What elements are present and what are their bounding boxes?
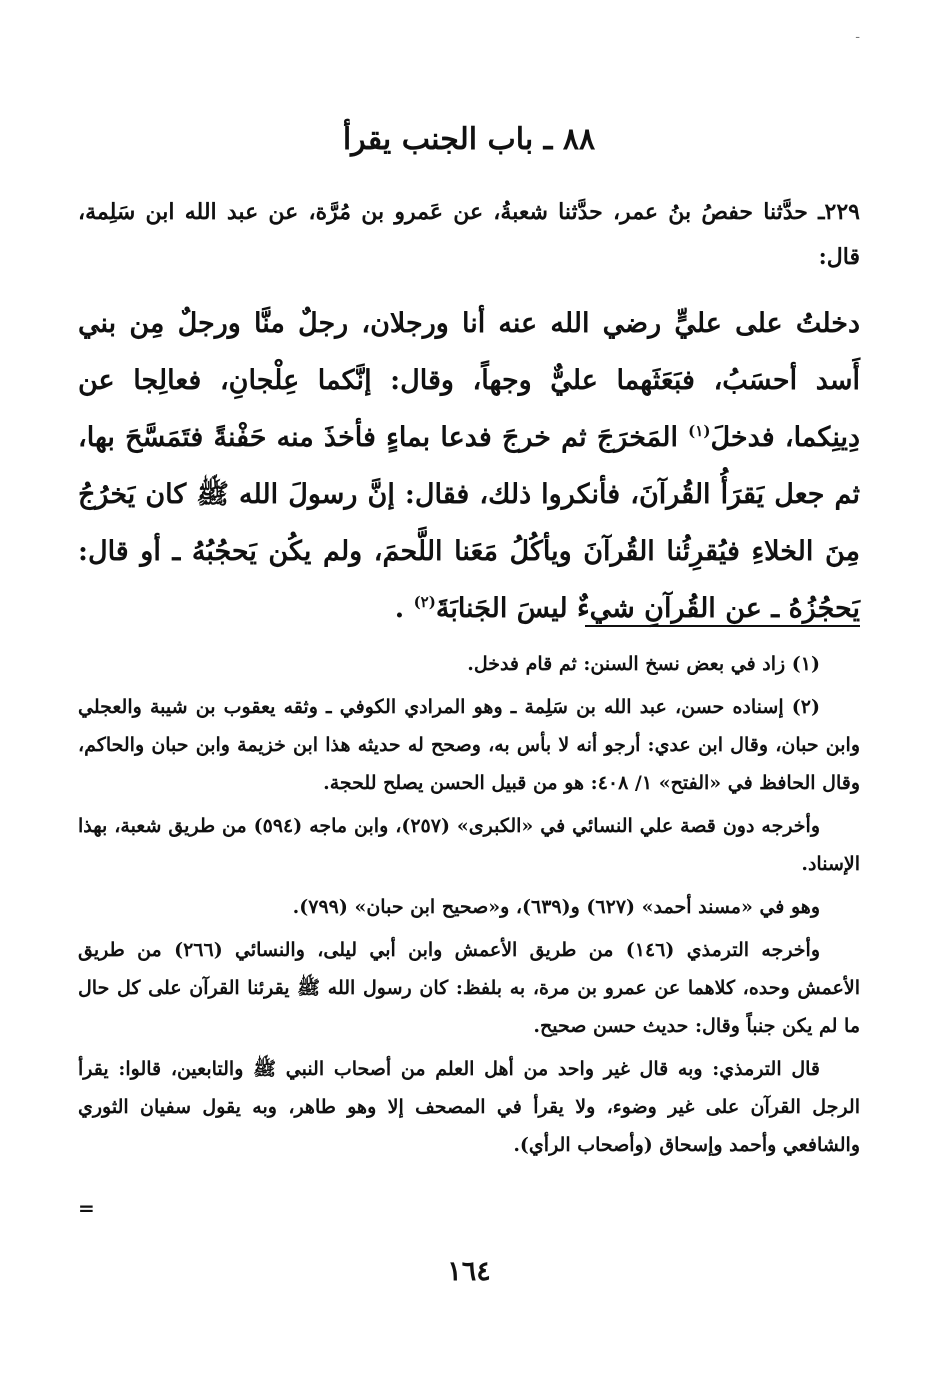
continuation-mark: = (78, 1196, 95, 1220)
hadith-text (78, 295, 860, 637)
footnote-paragraph-3: وأخرجه دون قصة علي النسائي في «الكبرى» (٢٥٧)، وابن ماجه (٥٩٤) من طريق شعبة، بهذا الإسناد. (78, 815, 860, 875)
footnote-paragraph-6: قال الترمذي: وبه قال غير واحد من أهل العلم من أصحاب النبي ﷺ والتابعين، قالوا: يقرأ الرجل القرآن على غير وضوء، ولا يقرأ في المصحف إلا وهو طاهر، وبه يقول سفيان الثوري والشافعي وأحمد وإسحاق (وأصحاب الرأي). (78, 1058, 860, 1156)
chapter-title: ٨٨ ـ باب الجنب يقرأ (342, 122, 596, 157)
footnote-paragraph-5: وأخرجه الترمذي (١٤٦) من طريق الأعمش وابن أبي ليلى، والنسائي (٢٦٦) من طريق الأعمش وحده، كلاهما عن عمرو بن مرة، به بلفظ: كان رسول الله ﷺ يقرئنا القرآن على كل حال ما لم يكن جنباً وقال: حديث حسن صحيح. (78, 939, 860, 1037)
hadith-chain-intro: ٢٢٩ـ حدَّثنا حفصُ بنُ عمر، حدَّثنا شعبةُ، عن عَمرو بن مُرَّة، عن عبد الله ابن سَلِمة، قال: (78, 199, 860, 270)
hadith-ending: . (394, 593, 414, 624)
footnotes-section (78, 645, 860, 1169)
footnote-ref-2: (٢) (413, 593, 436, 611)
hadith-part-1: دخلتُ على عليٍّ رضي الله عنه أنا ورجلان، رجلٌ منَّا ورجلٌ مِن بني أَسد أحسَبُ، فبَعَثَهما عليٌّ وجهاً، وقال: إنَّكما عِلْجانِ، فعالِجا عن دِينِكما، فدخلَ (78, 308, 860, 453)
footnote-ref-1: (١) (688, 422, 711, 440)
footnote-2: (٢) إسناده حسن، عبد الله بن سَلِمة ـ وهو المرادي الكوفي ـ وثقه يعقوب بن شيبة والعجلي وابن حبان، وقال ابن عدي: أرجو أنه لا بأس به، وصحح له حديثه هذا ابن خزيمة وابن حبان والحاكم، وقال الحافظ في «الفتح» ١/ ٤٠٨: هو من قبيل الحسن يصلح للحجة. (78, 696, 860, 794)
page-number: ١٦٤ (447, 1256, 491, 1287)
footnote-divider (585, 625, 860, 627)
corner-mark: - (855, 29, 860, 45)
hadith-part-2: المَخرَجَ ثم خرجَ فدعا بماءٍ فأخذَ منه حَفْنةً فتَمَسَّحَ بها، ثم جعل يَقرَأُ القُرآنَ، فأنكروا ذلك، فقال: إنَّ رسولَ الله ﷺ كان يَخرُجُ مِنَ الخلاءِ فيُقرِئُنا القُرآنَ ويأكُلُ مَعَنا اللَّحمَ، ولم يكُن يَحجُبُهُ ـ أو قال: يَحجُزُهُ ـ عن القُرآنِ شيءٌ ليسَ الجَنابَةَ (78, 422, 860, 624)
footnote-1: (١) زاد في بعض نسخ السنن: ثم قام فدخل. (467, 653, 820, 675)
footnote-paragraph-4: وهو في «مسند أحمد» (٦٢٧) و(٦٣٩)، و«صحيح ابن حبان» (٧٩٩). (292, 896, 820, 918)
